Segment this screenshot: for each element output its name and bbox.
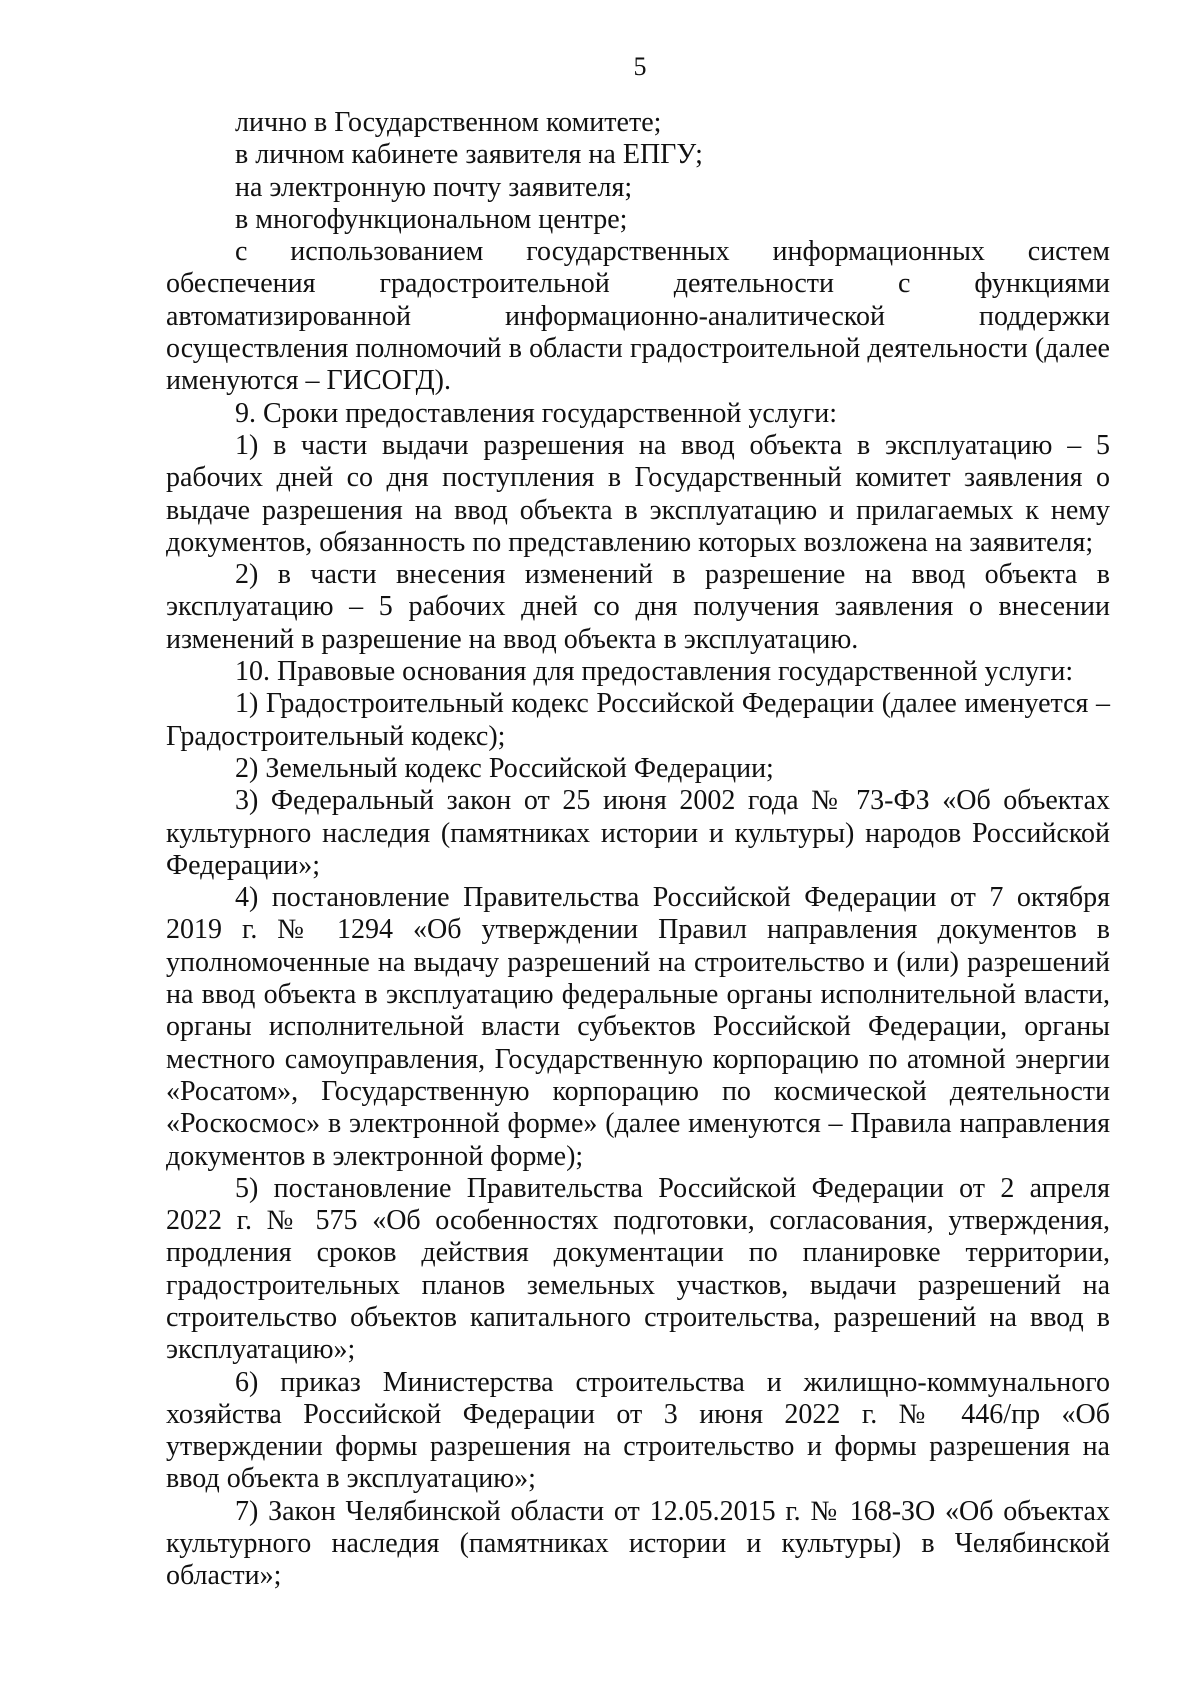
paragraph-section-10-heading: 10. Правовые основания для предоставления государственной услуги: [235,656,1074,688]
paragraph-legal-basis-3: 3) Федеральный закон от 25 июня 2002 года № 73-ФЗ «Об объектах культурного наследия (памятниках истории и культуры) народов Российской Федерации»; [166,785,1110,881]
paragraph-legal-basis-4: 4) постановление Правительства Российской Федерации от 7 октября 2019 г. № 1294 «Об утверждении Правил направления документов в уполномоченные на выдачу разрешений на строительство и (или) разрешений на ввод объекта в эксплуатацию федеральные органы исполнительной власти, органы исполнительной власти субъектов Российской Федерации, органы местного самоуправления, Государственную корпорацию по атомной энергии «Росатом», Государственную корпорацию по космической деятельности «Роскосмос» в электронной форме» (далее именуются – Правила направления документов в электронной форме); [166,882,1110,1172]
paragraph-term-issuance: 1) в части выдачи разрешения на ввод объекта в эксплуатацию – 5 рабочих дней со дня поступления в Государственный комитет заявления о выдаче разрешения на ввод объекта в эксплуатацию и прилагаемых к нему документов, обязанность по представлению которых возложена на заявителя; [166,429,1110,558]
document-body [166,107,1110,1593]
paragraph-term-amendment: 2) в части внесения изменений в разрешение на ввод объекта в эксплуатацию – 5 рабочих дней со дня получения заявления о внесении изменений в разрешение на ввод объекта в эксплуатацию. [166,559,1110,655]
paragraph-delivery-email: на электронную почту заявителя; [235,171,633,203]
paragraph-delivery-in-person: лично в Государственном комитете; [235,107,662,138]
paragraph-legal-basis-7: 7) Закон Челябинской области от 12.05.2015 г. № 168-ЗО «Об объектах культурного наследия (памятниках истории и культуры) в Челябинской области»; [166,1495,1110,1592]
paragraph-legal-basis-1: 1) Градостроительный кодекс Российской Федерации (далее именуется – Градостроительный кодекс); [166,688,1110,752]
paragraph-delivery-epgu-cabinet: в личном кабинете заявителя на ЕПГУ; [235,139,703,171]
paragraph-legal-basis-6: 6) приказ Министерства строительства и жилищно-коммунального хозяйства Российской Федерации от 3 июня 2022 г. № 446/пр «Об утверждении формы разрешения на строительство и формы разрешения на ввод объекта в эксплуатацию»; [166,1366,1110,1495]
paragraph-delivery-mfc: в многофункциональном центре; [235,203,628,235]
paragraph-legal-basis-5: 5) постановление Правительства Российской Федерации от 2 апреля 2022 г. № 575 «Об особенностях подготовки, согласования, утверждения, продления сроков действия документации по планировке территории, градостроительных планов земельных участков, выдачи разрешений на строительство объектов капитального строительства, разрешений на ввод в эксплуатацию»; [166,1172,1110,1366]
paragraph-section-9-heading: 9. Сроки предоставления государственной услуги: [235,397,837,429]
paragraph-legal-basis-2: 2) Земельный кодекс Российской Федерации; [235,752,774,784]
paragraph-delivery-gisogd: с использованием государственных информационных систем обеспечения градостроительной деятельности с функциями автоматизированной информационно-аналитической поддержки осуществления полномочий в области градостроительной деятельности (далее именуются – ГИСОГД). [166,236,1110,397]
page-number: 5 [633,52,647,81]
